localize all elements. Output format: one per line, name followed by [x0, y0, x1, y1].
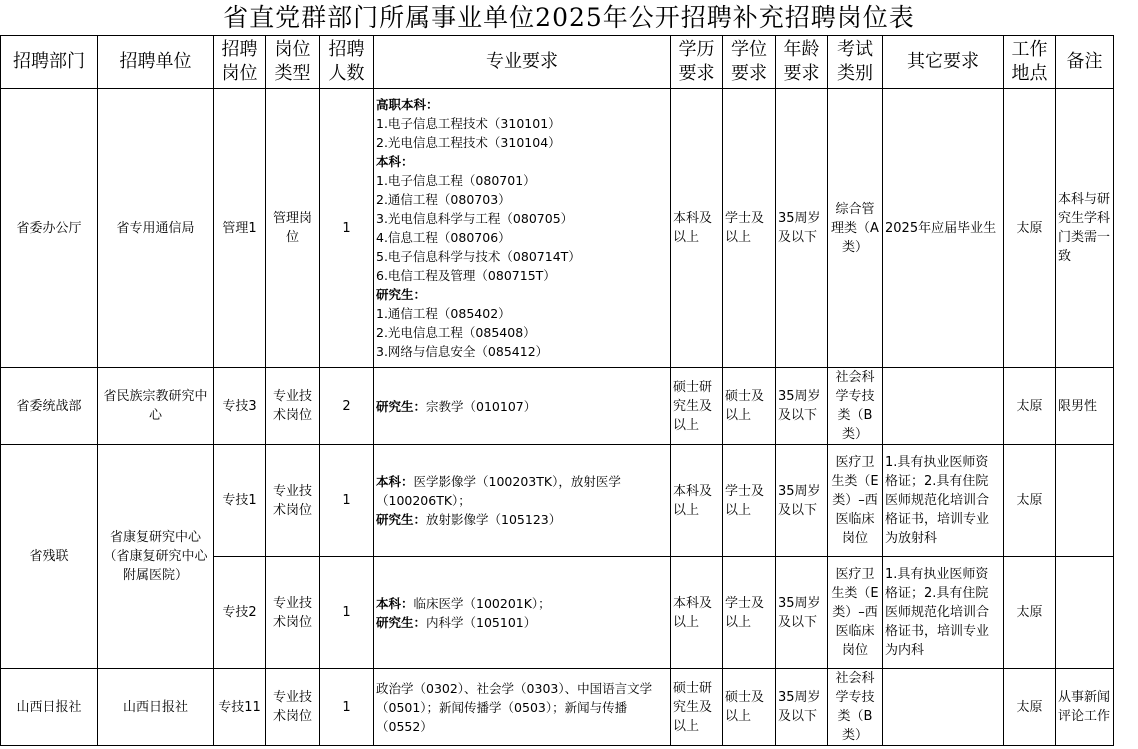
- cell-count: 2: [320, 368, 374, 445]
- table-row: [1, 368, 1114, 445]
- header-count: 招聘人数: [320, 36, 374, 89]
- major-group-title: 本科：: [376, 474, 414, 489]
- cell-post: 专技1: [214, 445, 266, 557]
- cell-major: [374, 557, 671, 669]
- cell-major: [374, 368, 671, 445]
- cell-edu: 硕士研究生及以上: [671, 669, 723, 746]
- cell-note: [1056, 557, 1114, 669]
- header-major: 专业要求: [374, 36, 671, 89]
- cell-post: 管理1: [214, 89, 266, 368]
- cell-edu: 本科及以上: [671, 445, 723, 557]
- cell-note: [1056, 445, 1114, 557]
- cell-other: [883, 368, 1004, 445]
- cell-place: 太原: [1004, 89, 1056, 368]
- major-group-title: 高职本科：: [376, 97, 439, 112]
- cell-type: 专业技术岗位: [266, 669, 320, 746]
- cell-exam: 医疗卫生类（E类）–西医临床岗位: [828, 557, 883, 669]
- major-item: 医学影像学（100203TK），放射医学（100206TK）；: [376, 474, 621, 508]
- major-item: 6.电信工程及管理（080715T）: [376, 268, 556, 283]
- major-group-title: 研究生：: [376, 614, 427, 630]
- cell-exam: 社会科学专技类（B类）: [828, 669, 883, 746]
- cell-age: 35周岁及以下: [776, 89, 828, 368]
- cell-count: 1: [320, 445, 374, 557]
- cell-dept: 省委统战部: [1, 368, 98, 445]
- cell-age: 35周岁及以下: [776, 669, 828, 746]
- cell-other: 2025年应届毕业生: [883, 89, 1004, 368]
- header-note: 备注: [1056, 36, 1114, 89]
- header-post: 招聘岗位: [214, 36, 266, 89]
- recruitment-table: [0, 35, 1114, 746]
- cell-type: 专业技术岗位: [266, 368, 320, 445]
- cell-degree: 学士及以上: [723, 557, 776, 669]
- header-degree: 学位要求: [723, 36, 776, 89]
- cell-place: 太原: [1004, 557, 1056, 669]
- header-other: 其它要求: [883, 36, 1004, 89]
- cell-exam: 社会科学专技类（B类）: [828, 368, 883, 445]
- cell-count: 1: [320, 89, 374, 368]
- cell-other: 1.具有执业医师资格证；2.具有住院医师规范化培训合格证书，培训专业为放射科: [883, 445, 1004, 557]
- major-item: 宗教学（010107）: [426, 398, 537, 414]
- cell-type: 专业技术岗位: [266, 445, 320, 557]
- cell-major: [374, 669, 671, 746]
- header-unit: 招聘单位: [98, 36, 214, 89]
- cell-place: 太原: [1004, 669, 1056, 746]
- cell-unit: 山西日报社: [98, 669, 214, 746]
- major-group-title: 本科：: [376, 154, 414, 169]
- cell-other: 1.具有执业医师资格证；2.具有住院医师规范化培训合格证书，培训专业为内科: [883, 557, 1004, 669]
- cell-age: 35周岁及以下: [776, 368, 828, 445]
- cell-post: 专技3: [214, 368, 266, 445]
- major-item: 政治学（0302）、社会学（0303）、中国语言文学（0501）；新闻传播学（0503）；新闻与传播（0552）: [376, 680, 653, 734]
- major-item: 放射影像学（105123）: [426, 512, 562, 527]
- cell-degree: 学士及以上: [723, 89, 776, 368]
- cell-edu: 本科及以上: [671, 557, 723, 669]
- cell-type: 专业技术岗位: [266, 557, 320, 669]
- major-item: 1.通信工程（085402）: [376, 306, 511, 321]
- major-item: 2.光电信息工程（085408）: [376, 325, 536, 340]
- cell-note: 限男性: [1056, 368, 1114, 445]
- major-group-title: 研究生：: [376, 512, 427, 527]
- header-place: 工作地点: [1004, 36, 1056, 89]
- major-item: 3.光电信息科学与工程（080705）: [376, 211, 574, 226]
- table-row: [1, 445, 1114, 557]
- table-row: [1, 669, 1114, 746]
- cell-unit: 省康复研究中心（省康复研究中心附属医院）: [98, 445, 214, 669]
- cell-dept: 省委办公厅: [1, 89, 98, 368]
- table-row: [1, 89, 1114, 368]
- cell-degree: 硕士及以上: [723, 669, 776, 746]
- major-item: 内科学（105101）: [426, 614, 537, 630]
- cell-age: 35周岁及以下: [776, 557, 828, 669]
- cell-post: 专技11: [214, 669, 266, 746]
- major-group-title: 研究生：: [376, 398, 427, 414]
- cell-type: 管理岗位: [266, 89, 320, 368]
- major-item: 临床医学（100201K）；: [413, 595, 551, 611]
- header-row: [1, 36, 1114, 89]
- cell-note: 本科与研究生学科门类需一致: [1056, 89, 1114, 368]
- cell-age: 35周岁及以下: [776, 445, 828, 557]
- cell-count: 1: [320, 669, 374, 746]
- major-item: 2.通信工程（080703）: [376, 192, 511, 207]
- cell-place: 太原: [1004, 368, 1056, 445]
- header-dept: 招聘部门: [1, 36, 98, 89]
- header-type: 岗位类型: [266, 36, 320, 89]
- header-age: 年龄要求: [776, 36, 828, 89]
- major-item: 1.电子信息工程技术（310101）: [376, 116, 561, 131]
- cell-post: 专技2: [214, 557, 266, 669]
- header-edu: 学历要求: [671, 36, 723, 89]
- cell-major: [374, 89, 671, 368]
- page-title: 省直党群部门所属事业单位2025年公开招聘补充招聘岗位表: [223, 3, 915, 32]
- cell-place: 太原: [1004, 445, 1056, 557]
- major-item: 5.电子信息科学与技术（080714T）: [376, 249, 581, 264]
- header-exam: 考试类别: [828, 36, 883, 89]
- major-item: 3.网络与信息安全（085412）: [376, 344, 549, 359]
- cell-other: [883, 669, 1004, 746]
- cell-dept: 山西日报社: [1, 669, 98, 746]
- major-item: 2.光电信息工程技术（310104）: [376, 135, 561, 150]
- cell-unit: 省专用通信局: [98, 89, 214, 368]
- cell-edu: 硕士研究生及以上: [671, 368, 723, 445]
- cell-degree: 学士及以上: [723, 445, 776, 557]
- cell-degree: 硕士及以上: [723, 368, 776, 445]
- major-item: 4.信息工程（080706）: [376, 230, 511, 245]
- cell-exam: 综合管理类（A类）: [828, 89, 883, 368]
- cell-edu: 本科及以上: [671, 89, 723, 368]
- cell-unit: 省民族宗教研究中心: [98, 368, 214, 445]
- cell-note: 从事新闻评论工作: [1056, 669, 1114, 746]
- major-group-title: 本科：: [376, 595, 414, 611]
- cell-exam: 医疗卫生类（E类）–西医临床岗位: [828, 445, 883, 557]
- cell-dept: 省残联: [1, 445, 98, 669]
- major-item: 1.电子信息工程（080701）: [376, 173, 536, 188]
- cell-major: [374, 445, 671, 557]
- major-group-title: 研究生：: [376, 287, 427, 302]
- cell-count: 1: [320, 557, 374, 669]
